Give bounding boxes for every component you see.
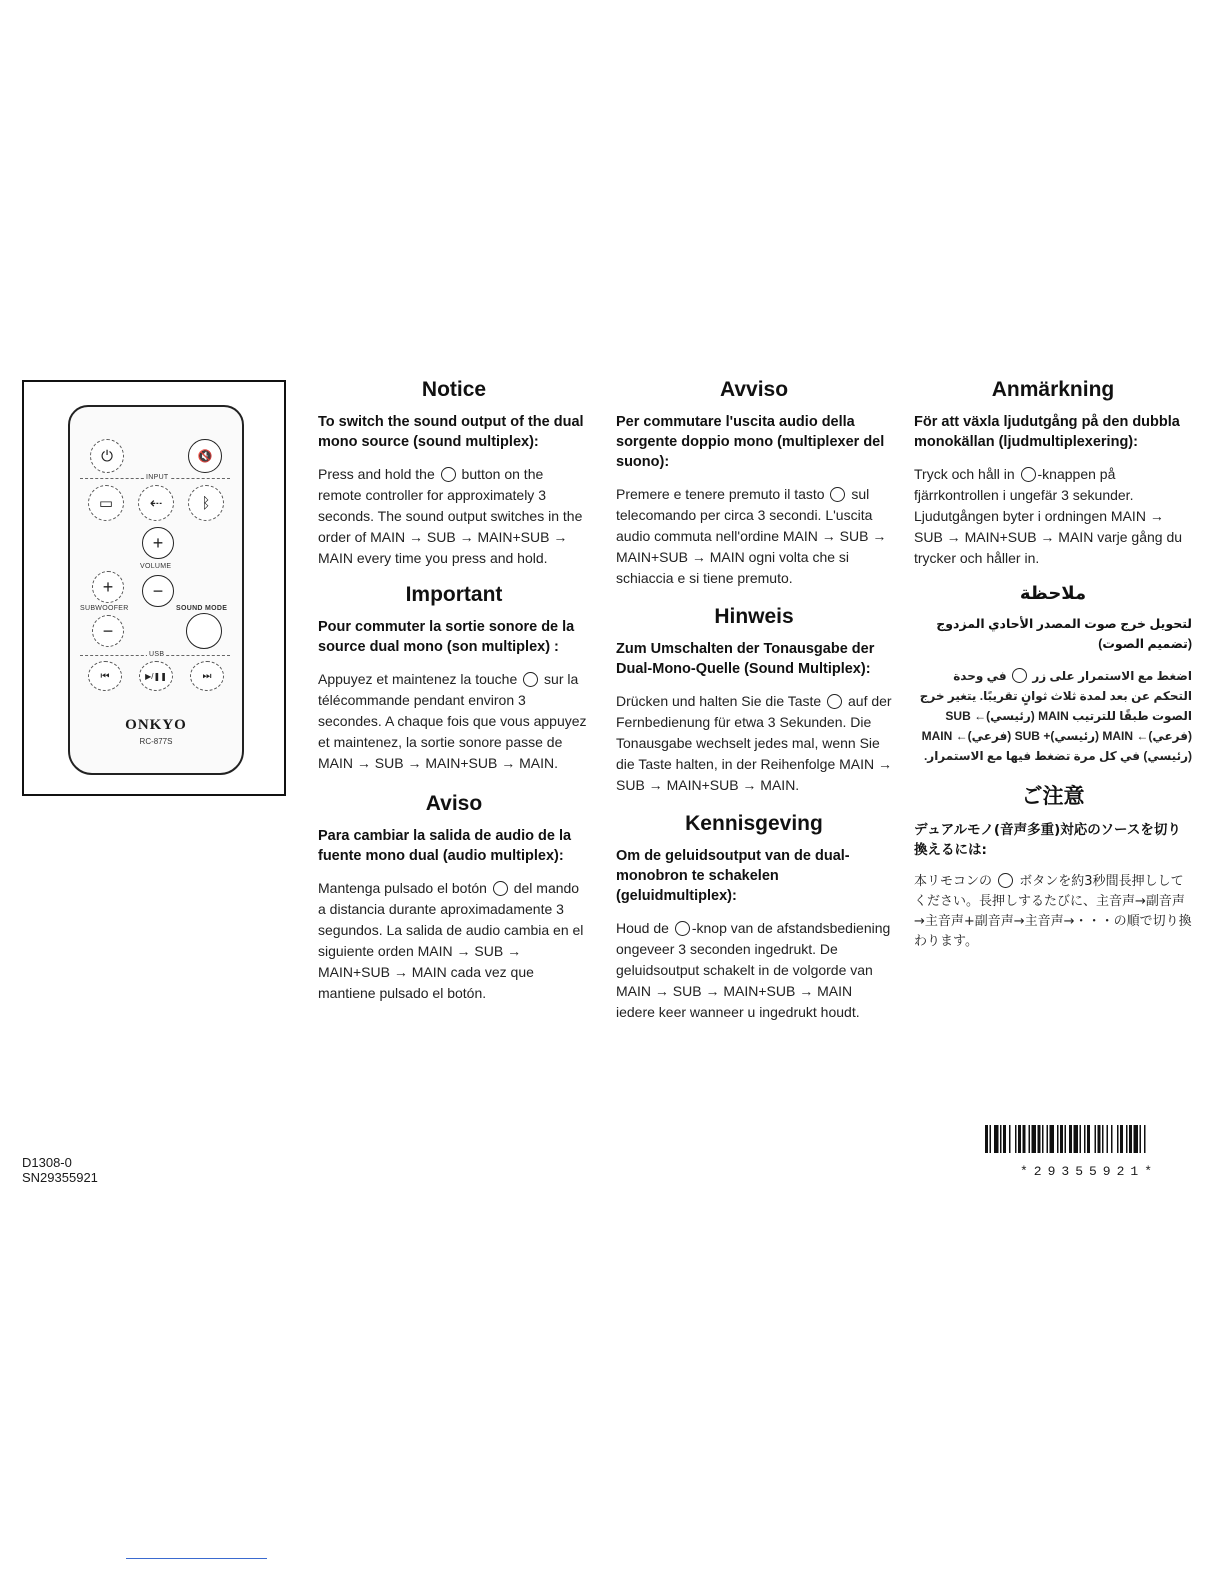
- column-3: [914, 378, 1192, 966]
- aviso-subtitle: Para cambiar la salida de audio de la fuente mono dual (audio multiplex):: [318, 828, 572, 864]
- barcode-bar: [1065, 1125, 1067, 1153]
- barcode-bar: [1120, 1125, 1123, 1153]
- barcode-bar: [1084, 1125, 1086, 1153]
- avviso-title: Avviso: [719, 378, 789, 401]
- barcode-bar: [1087, 1125, 1090, 1153]
- barcode-bar: [1047, 1125, 1049, 1153]
- japanese-subtitle: デュアルモノ(音声多重)対応のソースを切り換えるには:: [914, 822, 1181, 858]
- arabic-section: [914, 583, 1192, 766]
- barcode-bar: [1134, 1125, 1139, 1153]
- sound-mode-icon: [523, 672, 538, 687]
- barcode-bar: [1029, 1125, 1031, 1153]
- barcode-bar: [1032, 1125, 1037, 1153]
- barcode-bar: [1140, 1125, 1142, 1153]
- barcode-bar: [1144, 1125, 1146, 1153]
- usb-icon: ⇠: [138, 485, 174, 521]
- anmarkning-section: [914, 378, 1192, 569]
- kennisgeving-body: Houd de -knop van de afstandsbediening ongeveer 3 seconden ingedrukt. De geluidsoutput schakelt in de volgorde van MAIN → SUB → MAIN+SUB → MAIN iedere keer wanneer u ingedrukt houdt.: [616, 920, 891, 1020]
- arabic-body: اضغط مع الاستمرار على زر في وحدة التحكم عن بعد لمدة ثلاث ثوانٍ تقريبًا. يتغير خرج الصوت طبقًا للترتيب MAIN (رئيسي)← SUB (فرعي)← MAIN (رئيسي)+ SUB (فرعي)← MAIN (رئيسي) في كل مرة تضغط فيها مع الاستمرار.: [919, 669, 1192, 763]
- sound-mode-icon: [1021, 467, 1036, 482]
- remote-controller-illustration: [68, 405, 244, 775]
- important-subtitle: Pour commuter la sortie sonore de la source dual mono (son multiplex) :: [318, 619, 575, 655]
- sound-mode-icon: [998, 873, 1013, 888]
- aviso-title: Aviso: [425, 792, 483, 815]
- barcode-bar: [1095, 1125, 1097, 1153]
- barcode-bar: [1060, 1125, 1063, 1153]
- mute-icon: 🔇: [188, 439, 222, 473]
- arabic-title: ملاحظة: [1019, 583, 1087, 603]
- play-pause-icon: ▶/❚❚: [139, 661, 173, 691]
- barcode-bar: [1050, 1125, 1055, 1153]
- column-2: [616, 378, 892, 1037]
- japanese-body: 本リモコンの ボタンを約3秒間長押ししてください。長押しするたびに、主音声→副音声→主音声+副音声→主音声→・・・の順で切り換わります。: [914, 874, 1192, 949]
- hinweis-body: Drücken und halten Sie die Taste auf der Fernbedienung für etwa 3 Sekunden. Die Tonausgabe wechselt jedes mal, wenn Sie die Taste halten, in der Reihenfolge MAIN → SUB → MAIN+SUB → MAIN.: [616, 693, 893, 793]
- notice-section: [318, 378, 590, 569]
- sound-mode-label: SOUND MODE: [176, 605, 228, 612]
- sound-mode-icon: [1012, 668, 1027, 683]
- barcode-bar: [985, 1125, 988, 1153]
- volume-label: VOLUME: [140, 563, 172, 570]
- usb-label: USB: [149, 651, 165, 658]
- subwoofer-down-icon: −: [92, 615, 124, 647]
- notice-body: Press and hold the button on the remote controller for approximately 3 seconds. The sound output switches in the order of MAIN → SUB → MAIN+SUB → MAIN every time you press and hold.: [318, 466, 583, 566]
- barcode-bar: [1107, 1125, 1109, 1153]
- barcode-bar: [1003, 1125, 1006, 1153]
- hinweis-section: [616, 605, 892, 796]
- barcode-bar: [1057, 1125, 1059, 1153]
- subwoofer-up-icon: +: [92, 571, 124, 603]
- subwoofer-label: SUBWOOFER: [80, 605, 129, 612]
- input-label: INPUT: [146, 474, 169, 481]
- barcode-bar: [1074, 1125, 1079, 1153]
- aviso-body: Mantenga pulsado el botón del mando a distancia durante aproximadamente 3 segundos. La salida de audio cambia en el siguiente orden MAIN → SUB → MAIN+SUB → MAIN cada vez que mantiene pulsado el botón.: [318, 880, 584, 1001]
- important-title: Important: [405, 583, 503, 606]
- barcode-bar: [1102, 1125, 1104, 1153]
- column-1: [318, 378, 590, 1018]
- notice-subtitle: To switch the sound output of the dual mono source (sound multiplex):: [318, 414, 584, 450]
- kennisgeving-subtitle: Om de geluidsoutput van de dual-monobron te schakelen (geluidmultiplex):: [616, 848, 850, 904]
- tv-icon: ▭: [88, 485, 124, 521]
- bluetooth-icon: ᛒ: [188, 485, 224, 521]
- sound-mode-button-icon: [186, 613, 222, 649]
- document-code: [22, 1155, 98, 1185]
- volume-up-icon: +: [142, 527, 174, 559]
- sound-mode-icon: [493, 881, 508, 896]
- sound-mode-icon: [441, 467, 456, 482]
- sound-mode-icon: [675, 921, 690, 936]
- barcode-bar: [1126, 1125, 1128, 1153]
- important-body: Appuyez et maintenez la touche sur la télécommande pendant environ 3 secondes. A chaque fois que vous appuyez et maintenez, la sortie sonore passe de MAIN → SUB → MAIN+SUB → MAIN.: [318, 671, 587, 771]
- barcode-bar: [1009, 1125, 1011, 1153]
- volume-down-icon: −: [142, 575, 174, 607]
- prev-track-icon: ⏮: [88, 661, 122, 691]
- barcode-bar: [1129, 1125, 1132, 1153]
- power-icon: ⏻: [90, 439, 124, 473]
- notice-title: Notice: [421, 378, 487, 401]
- brand-logo: ONKYO: [125, 717, 187, 733]
- hinweis-subtitle: Zum Umschalten der Tonausgabe der Dual-Mono-Quelle (Sound Multiplex):: [616, 641, 875, 677]
- barcode-bar: [1042, 1125, 1044, 1153]
- barcode-bar: [994, 1125, 999, 1153]
- important-section: [318, 583, 590, 774]
- arabic-subtitle: لتحويل خرج صوت المصدر الأحادي المزدوج (تضميم الصوت): [936, 617, 1192, 651]
- japanese-section: [914, 780, 1192, 952]
- anmarkning-subtitle: För att växla ljudutgång på den dubbla monokällan (ljudmultiplexering):: [914, 414, 1180, 450]
- barcode-bar: [1098, 1125, 1101, 1153]
- barcode-bar: [990, 1125, 992, 1153]
- barcode-number: *29355921*: [1019, 1164, 1158, 1179]
- avviso-subtitle: Per commutare l'uscita audio della sorgente doppio mono (multiplexer del suono):: [616, 414, 885, 470]
- barcode-bar: [1080, 1125, 1082, 1153]
- barcode-bar: [1111, 1125, 1113, 1153]
- sound-mode-icon: [830, 487, 845, 502]
- code-line-2: SN29355921: [22, 1170, 98, 1185]
- anmarkning-title: Anmärkning: [991, 378, 1115, 401]
- next-track-icon: ⏭: [190, 661, 224, 691]
- aviso-section: [318, 792, 590, 1004]
- anmarkning-body: Tryck och håll in -knappen på fjärrkontrollen i ungefär 3 sekunder. Ljudutgången byter i ordningen MAIN → SUB → MAIN+SUB → MAIN varje gång du trycker och håller in.: [914, 466, 1183, 566]
- avviso-body: Premere e tenere premuto il tasto sul telecomando per circa 3 secondi. L'uscita audio commuta nell'ordine MAIN → SUB → MAIN+SUB → MAIN ogni volta che si schiaccia e si tiene premuto.: [616, 486, 887, 586]
- barcode-bar: [1038, 1125, 1041, 1153]
- barcode-bar: [1018, 1125, 1021, 1153]
- barcode-bar: [1000, 1125, 1002, 1153]
- japanese-title: ご注意: [1021, 784, 1085, 808]
- sound-mode-icon: [827, 694, 842, 709]
- kennisgeving-title: Kennisgeving: [685, 812, 823, 835]
- barcode-bar: [1117, 1125, 1119, 1153]
- barcode-bar: [1015, 1125, 1017, 1153]
- model-number: RC-877S: [139, 737, 173, 746]
- barcode: [985, 1125, 1193, 1153]
- barcode-bar: [1023, 1125, 1026, 1153]
- code-line-1: D1308-0: [22, 1155, 72, 1170]
- barcode-bar: [1069, 1125, 1072, 1153]
- bottom-rule: [126, 1558, 267, 1559]
- avviso-section: [616, 378, 892, 589]
- kennisgeving-section: [616, 812, 892, 1023]
- hinweis-title: Hinweis: [714, 605, 794, 628]
